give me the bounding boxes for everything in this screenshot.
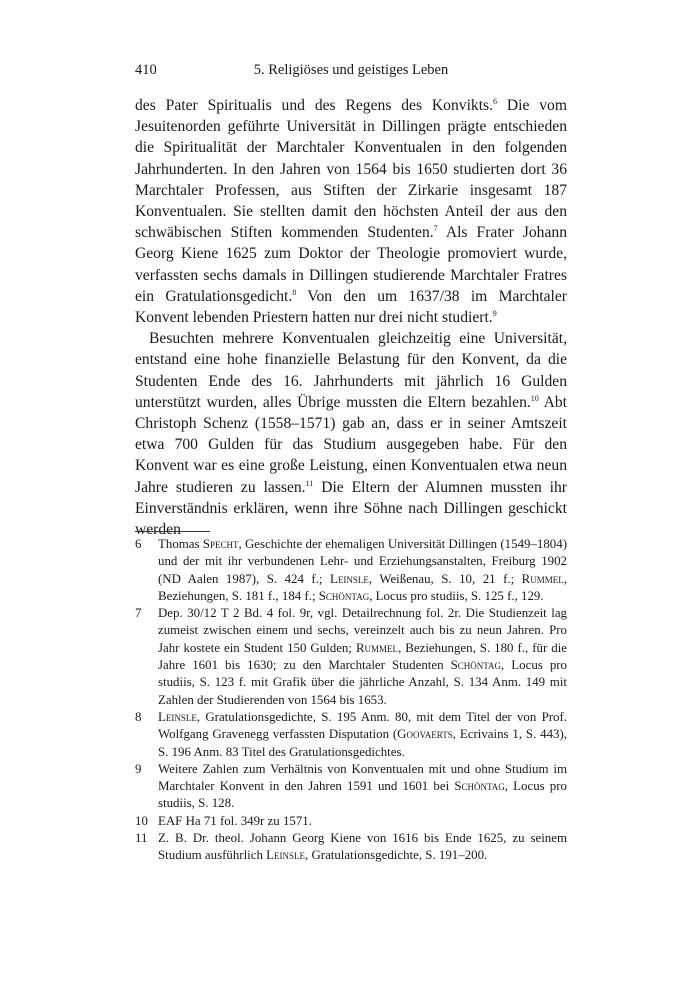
page	[135, 60, 567, 540]
text-run: Dep. 30/12 T 2 Bd. 4 fol. 9r, vgl. Detailrechnung fol. 2r. Die Studienzeit lag zumeist zwischen einem und sechs, vereinzelt auch bis zu neun Jahren. Pro Jahr kostete ein Student 150 Gulden;	[158, 606, 567, 655]
text-run: Als Frater Johann Georg Kiene 1625 zum Doktor der Theologie promoviert wurde, verfassten sechs damals in Dillingen studierende Marchtaler Fratres ein Gratulationsgedicht.	[135, 224, 567, 305]
text-run: , Geschichte der ehemaligen Universität Dillingen (1549–1804) und der mit ihr verbundenen Lehr- und Erziehungsanstalten, Freiburg 1902 (ND Aalen 1987), S. 424 f.;	[158, 537, 567, 586]
footnote-ref: 10	[530, 393, 539, 403]
author-name: Schöntag	[318, 588, 370, 603]
page-number: 410	[135, 62, 157, 78]
text-run: , Locus pro studiis, S. 128.	[158, 779, 567, 811]
text-run: Thomas	[158, 537, 203, 551]
footnotes	[135, 536, 567, 865]
footnote	[135, 761, 567, 813]
footnote-text	[158, 761, 567, 813]
author-name: Rummel	[355, 640, 399, 655]
text-run: Die Eltern der Alumnen mussten ihr Einverständnis erklären, wenn ihre Söhne nach Dillingen geschickt werden	[135, 478, 567, 539]
footnote-ref: 8	[292, 287, 297, 297]
text-run: , Locus pro studiis, S. 125 f., 129.	[369, 588, 544, 603]
text-run: , Beziehungen, S. 181 f., 184 f.;	[158, 571, 567, 603]
text-run: Z. B. Dr. theol. Johann Georg Kiene von 1616 bis Ende 1625, zu seinem Studium ausführlich	[158, 831, 567, 863]
footnote-text	[158, 813, 567, 830]
footnote-number: 10	[135, 813, 148, 828]
text-run: , Beziehungen, S. 180 f., für die Jahre 1601 bis 1630; zu den Marchtaler Studenten	[158, 640, 567, 673]
author-name: Goovaerts	[397, 727, 453, 742]
text-run: , Locus pro studiis, S. 123 f. mit Grafik über die jährliche Anzahl, S. 134 Anm. 149 mit Zahlen der Studierenden von 1564 bis 1653.	[158, 658, 567, 707]
footnote	[135, 536, 567, 605]
footnote-number: 9	[135, 761, 142, 776]
author-name: Rummel	[521, 571, 564, 586]
footnote-number: 11	[135, 831, 148, 846]
author-name: Schöntag	[450, 658, 502, 673]
body-text	[135, 95, 567, 540]
author-name: Specht	[202, 537, 239, 551]
footnote-text	[158, 536, 567, 605]
footnote-text	[158, 605, 567, 709]
text-run: Von den um 1637/38 im Marchtaler Konvent lebenden Priestern hatten nur drei nicht studiert.	[135, 287, 567, 327]
footnote-number: 8	[135, 709, 142, 724]
paragraph	[135, 95, 567, 328]
author-name: Leinsle	[329, 571, 369, 586]
chapter-title: 5. Religiöses und geistiges Leben	[253, 62, 449, 78]
text-run: , Gratulationsgedichte, S. 195 Anm. 80, mit dem Titel der von Prof. Wolfgang Gravenegg verfassten Disputation (	[158, 709, 567, 742]
text-run: Die vom Jesuitenorden geführte Universität in Dillingen prägte entschieden die Spiritualität der Marchtaler Konventualen in den folgenden Jahrhunderten. In den Jahren von 1564 bis 1650 studierten dort 36 Marchtaler Professen, aus Stiften der Zirkarie insgesamt 187 Konventualen. Sie stellten damit den höchsten Anteil der aus den schwäbischen Stiften kommenden Studenten.	[135, 97, 567, 242]
author-name: Leinsle	[266, 848, 306, 863]
footnote-ref: 11	[305, 478, 314, 488]
author-name: Schöntag	[454, 779, 505, 794]
text-run: , Ecrivains 1, S. 443), S. 196 Anm. 83 Titel des Gratulationsgedichtes.	[158, 727, 567, 759]
footnote-text	[158, 830, 567, 865]
footnote	[135, 709, 567, 761]
footnote-text	[158, 709, 567, 761]
footnote	[135, 830, 567, 865]
footnote-ref: 9	[492, 308, 497, 318]
footnote-number: 7	[135, 606, 142, 621]
text-run: EAF Ha 71 fol. 349r zu 1571.	[158, 813, 312, 828]
footnote	[135, 813, 567, 830]
footnote-ref: 6	[493, 96, 497, 106]
text-run: Besuchten mehrere Konventualen gleichzeitig eine Universität, entstand eine hohe finanzielle Belastung für den Konvent, da die Studenten Ende des 16. Jahrhunderts mit jährlich 16 Gulden unterstützt wurden, alles Übrige mussten die Eltern bezahlen.	[135, 330, 567, 411]
text-run: des Pater Spiritualis und des Regens des Konvikts.	[135, 97, 493, 114]
running-head	[135, 60, 567, 80]
paragraph	[135, 328, 567, 540]
text-run: , Gratulationsgedichte, S. 191–200.	[305, 848, 488, 863]
footnote	[135, 605, 567, 709]
footnote-number: 6	[135, 537, 142, 551]
author-name: Leinsle	[158, 709, 197, 724]
footnote-divider	[135, 531, 210, 532]
text-run: Abt Christoph Schenz (1558–1571) gab an, dass er in seiner Amtszeit etwa 700 Gulden für das Studium ausgegeben habe. Für den Konvent war es eine große Leistung, einen Konventualen etwa neun Jahre studieren zu lassen.	[135, 393, 567, 496]
text-run: Weitere Zahlen zum Verhältnis von Konventualen mit und ohne Studium im Marchtaler Konvent in den Jahren 1591 und 1601 bei	[158, 761, 567, 794]
text-run: , Weißenau, S. 10, 21 f.;	[368, 571, 522, 586]
footnote-ref: 7	[433, 224, 438, 234]
